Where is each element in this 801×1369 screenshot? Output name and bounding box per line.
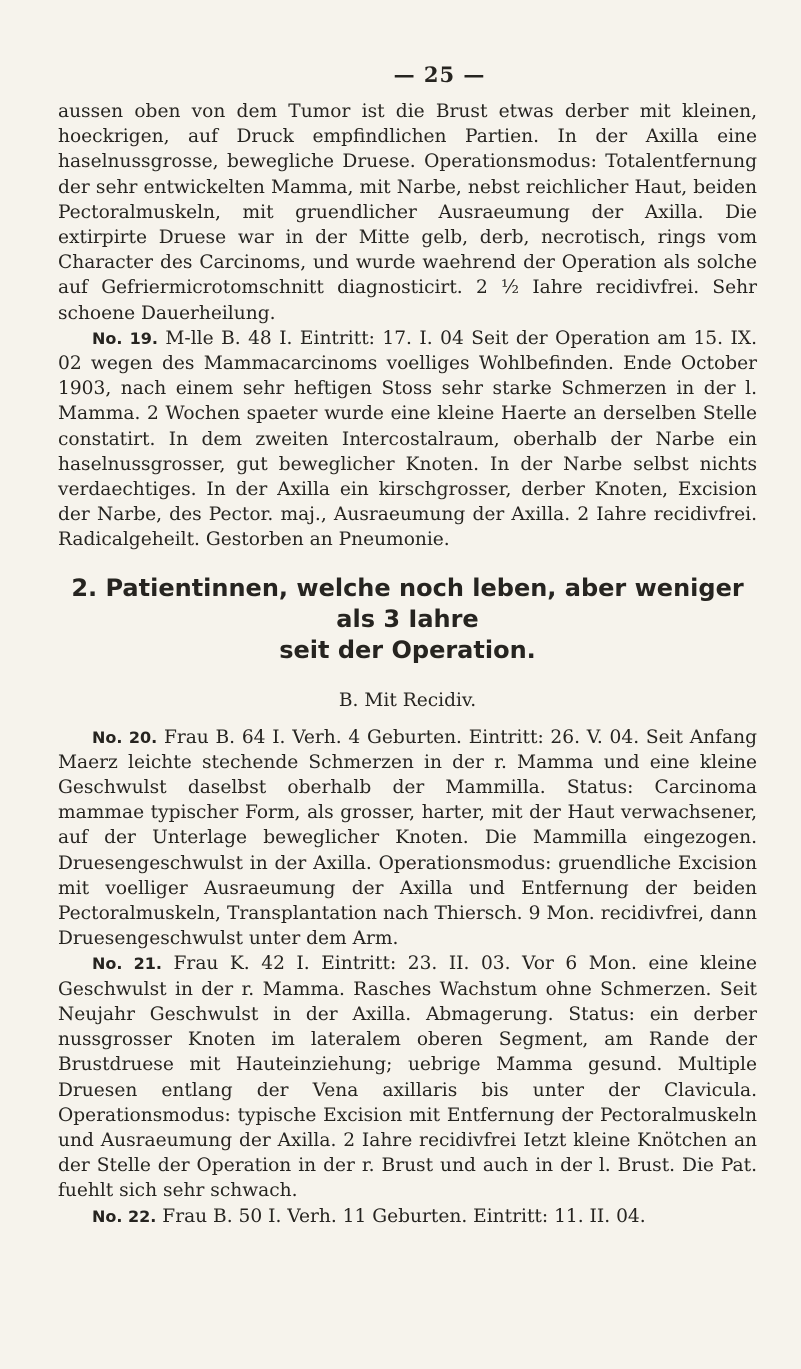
case-text: Frau B. 64 I. Verh. 4 Geburten. Eintritt: 26. V. 04. Seit Anfang Maerz leichte stechende Schmerzen in der r. Mamma und eine kleine Geschwulst daselbst oberhalb der Mammilla. Status: Carcinoma mammae typischer Form, als grosser, harter, mit der Haut verwachsener, auf der Unterlage beweglicher Knoten. Die Mammilla eingezogen. Druesengeschwulst in der Axilla. Operationsmodus: gruendliche Excision mit voelliger Ausraeumung der Axilla und Entfernung der beiden Pectoralmuskeln, Transplantation nach Thiersch. 9 Mon. recidivfrei, dann Druesengeschwulst unter dem Arm. (58, 726, 757, 950)
section-heading (58, 573, 757, 666)
intro-paragraph: aussen oben von dem Tumor ist die Brust etwas derber mit kleinen, hoeckrigen, auf Druck empfindlichen Partien. In der Axilla eine haselnussgrosse, bewegliche Druese. Operationsmodus: Totalentfernung der sehr entwickelten Mamma, mit Narbe, nebst reichlicher Haut, beiden Pectoralmuskeln, mit gruendlicher Ausraeumung der Axilla. Die extirpirte Druese war in der Mitte gelb, derb, necrotisch, rings vom Character des Carcinoms, und wurde waehrend der Operation als solche auf Gefriermicrotomschnitt diagnosticirt. 2 ½ Iahre recidivfrei. Sehr schoene Dauerheilung. (58, 101, 757, 324)
case-text: Frau K. 42 I. Eintritt: 23. II. 03. Vor 6 Mon. eine kleine Geschwulst in der r. Mamma. Rasches Wachstum ohne Schmerzen. Seit Neujahr Geschwulst in der Axilla. Abmagerung. Status: ein derber nussgrosser Knoten im lateralem oberen Segment, am Rande der Brustdruese mit Hauteinziehung; uebrige Mamma gesund. Multiple Druesen entlang der Vena axillaris bis unter der Clavicula. Operationsmodus: typische Excision mit Entfernung der Pectoralmuskeln und Ausraeumung der Axilla. 2 Iahre recidivfrei Ietzt kleine Knötchen an der Stelle der Operation in der r. Brust und auch in der l. Brust. Die Pat. fuehlt sich sehr schwach. (58, 953, 757, 1202)
section-heading-line2: seit der Operation. (279, 635, 536, 664)
case-text: Frau B. 50 I. Verh. 11 Geburten. Eintritt: 11. II. 04. (162, 1205, 646, 1227)
case-number: No. 22. (92, 1206, 157, 1226)
case-21-paragraph (58, 951, 757, 1203)
subsection-heading: B. Mit Recidiv. (338, 689, 477, 711)
section-heading-line1: 2. Patientinnen, welche noch leben, aber weniger als 3 Iahre (71, 573, 744, 633)
case-20-paragraph (58, 725, 757, 952)
case-number: No. 19. (92, 328, 158, 348)
case-22-paragraph (58, 1204, 757, 1229)
page-number: — 25 — (393, 62, 486, 87)
case-text: M-lle B. 48 I. Eintritt: 17. I. 04 Seit der Operation am 15. IX. 02 wegen des Mammacarcinoms voelliges Wohlbefinden. Ende October 1903, nach einem sehr heftigen Stoss sehr starke Schmerzen in der l. Mamma. 2 Wochen spaeter wurde eine kleine Haerte an derselben Stelle constatirt. In dem zweiten Intercostalraum, oberhalb der Narbe ein haselnussgrosser, gut beweglicher Knoten. In der Narbe selbst nichts verdaechtiges. In der Axilla ein kirschgrosser, derber Knoten, Excision der Narbe, des Pector. maj., Ausraeumung der Axilla. 2 Iahre recidivfrei. Radicalgeheilt. Gestorben an Pneumonie. (58, 327, 757, 551)
case-number: No. 21. (92, 954, 162, 974)
case-19-paragraph (58, 326, 757, 553)
case-number: No. 20. (92, 727, 158, 747)
